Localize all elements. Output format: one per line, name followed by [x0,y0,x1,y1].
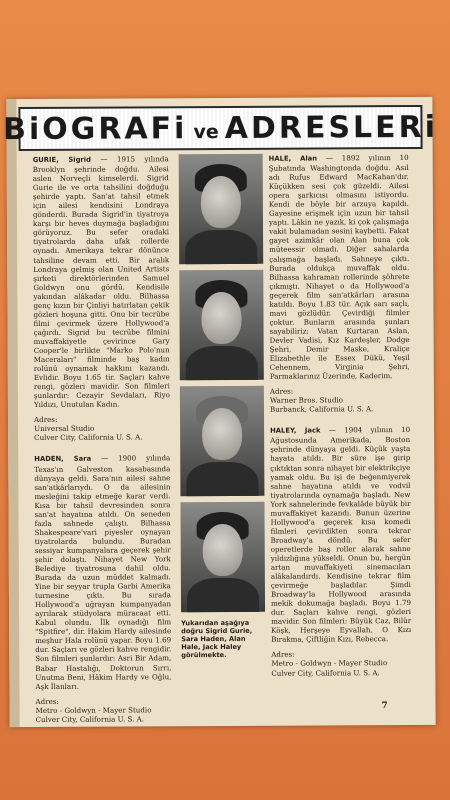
magazine-page [2,97,439,727]
address-hale: Adres: Warner Bros. Studio Burbanck, California U. S. A. [269,386,374,415]
biography-gurie: GURIE, Sigrid — 1915 yılında Brooklyn şehrinde doğdu. Ailesi aslen Norveçli kimselerdi. Sigrid Gurie ile ve orta tahsilini doğduğu şehirde yaptı. San'at tahsil etmek için ailesi kendisini Londraya gönderdi. Burada Sigrid'in tiyatroya karşı bir heves duymağa başladığını görüyoruz. Bu sefer oradaki tiyatrolarda daha ufak rollerde oynadı. Amerikaya tekrar dönünce tahsiline devam etti. Bir aralık Londraya gelmiş olan United Artists şirketi direktörlerinden Samuel Goldwyn onu gördü. Kendisile yakından alâkadar oldu. Bilhassa genç kızın bir Çinliyi hatırlatan çekik gözleri hoşuna gitti. Onu bir tecrübe filmi çevirmek üzere Hollywood'a çağırdı. Sigrid bu tecrübe filmini muvaffakiyetle çevirince Gary Cooper'le birlikte "Marko Polo'nun Maceraları" filminde baş kadın rolünü oynamak hakkını kazandı. Evlidir. Boyu 1.65 tir. Saçları kahve rengi, gözleri mavidir. Son filmleri şunlardır: Cezayir Sevdaları, Riyo Yıldızı, Unutulan Kadın. [32,154,170,410]
portrait-sara-haden [179,270,264,380]
portrait-alan-hale [180,386,265,496]
biography-hale: HALE, Alan — 1892 yılının 10 Şubatında Washingtonda doğdu. Asıl adı Rufus Edward MacKahan'dır. Küçükken sesi çok güzeldi. Ailesi opera şarkıcısı olmasını istiyordu. Kendi de böyle bir arzuya kapıldı. Gayesine erişmek için uzun bir tahsil yaptı. Lâkin ne yazık, ki çok çalışmağa vakit bulamadan sesini kaybetti. Fakat gayet azimkâr olan Alan buna çok müteessir olmadı. Diğer sahalarda çalışmağa başladı. Sahneye çıktı. Burada oldukça muvaffak oldu. Bilhassa kahraman rollerinde şöhrete çıkmıştı. Nihayet o da Hollywood'a geçerek film san'atkârları arasına katıldı. Boyu 1.83 tür. Açık sarı saçlı, mavi gözlüdür. Çevirdiği filmler çoktur. Bunların arasında şunları sayabiliriz: Vatan Kurtaran Aslan, Devler Vadisi, Kız Kardeşler, Dodge Şehri, Demir Maske, Kraliçe Elizabethle ile Essex Dükü, Yeşil Cehennem, Virginia Şehri, Parmaklarınız Üzerinde, Kaderim. [268,153,410,381]
address-haley: Adres: Metro - Goldwyn - Mayer Studio Culver City, California U. S. A. [271,650,388,678]
address-haden: Adres: Metro - Goldwyn - Mayer Studio Culver City, California U. S. A. [35,696,152,724]
banner-title: BiOGRAFi ve ADRESLERi [2,109,439,147]
address-gurie: Adres: Universal Studio Culver City, California U. S. A. [34,415,143,443]
page-spine [6,99,19,727]
section-banner [2,105,439,151]
page-number: 7 [381,701,388,712]
portrait-jack-haley [180,502,265,612]
biography-haley: HALEY, Jack — 1904 yılının 10 Ağustosunda Amerikada, Boston şehrinde dünyaya geldi. Küçük yaşta hayata atıldı. Bir süre işe girip çıktıktan sonra nihayet bir elektrikçiye yamak oldu. Bu işi de beğenmiyerek sahne hayatına atıldı ve vodvil tiyatrolarında oynamağa başladı. New York sahnelerinde fevkalâde büyük bir muvaffakiyet kazandı. Bunun üzerine Hollywood'a geçerek kısa komedi filmleri çevirdikten sonra tekrar Broadway'a döndü. Bu sefer operetlerde baş roller alarak sahne yıldızlığına yükseldi. Onun bu, hergün artan muvaffakiyeti sinemacıları alâkalandırdı. Kendisine tekrar film çevirmeğe başladılar. Şimdi Broadway'la Hollywood arasında mekik dokumağa başladı. Boyu 1.79 dur. Saçları kahve rengi, gözleri mavidir. Son filmleri: Büyük Caz, Bilür Köşk, Herşeye Eyvallah, O Kızı Bırakma, Çiftliğin Kızı, Rebecca. [270,425,412,645]
right-column [269,153,412,689]
photo-caption: Yukarıdan aşağıya doğru Sigrid Gurie, Sara Haden, Alan Hale, Jack Haley görülmekte. [181,618,253,659]
photo-column [179,154,266,666]
biography-haden: HADEN, Sara — 1900 yılında Texas'ın Galveston kasabasında dünyaya geldi. Sara'nın ailesi sahne san'atkârlarıydı. O da ailesinin mesleğini takip etmeğe karar verdi. Kısa bir tahsil devresinden sonra san'at hayatına atıldı. On seneden fazla sahnede çalıştı. Bilhassa Shakespeare'vari piyesler oynayan tiyatrolarda bulundu. Buradan sessiyar kumpanyalara geçerek şehir şehir dolaştı. Nihayet New York Belediye tiyatrosuna dahil oldu. Burada da uzun müddet kalmadı. Yine bir seyyar trupla Garbi Amerika turnesine çıktı. Bu sırada Hollywood'a uğrayan kumpanyadan ayrılarak stüdyolara müracaat etti. Kabul olundu. İlk oynadığı film "Spitfire", dir. Hakim Hardy ailesinde meşhur Hala rolünü yapar. Boyu 1.69 dur. Saçları ve gözleri kahve rengidir. Son filmleri şunlardır: Asri Bir Adam, Babar Hastalığı, Doktorun Sırrı, Unutma Beni, Hâkim Hardy ve Oğlu, Aşk İlanları. [34,453,172,691]
left-column [33,154,172,736]
portrait-sigrid-gurie [179,154,264,264]
